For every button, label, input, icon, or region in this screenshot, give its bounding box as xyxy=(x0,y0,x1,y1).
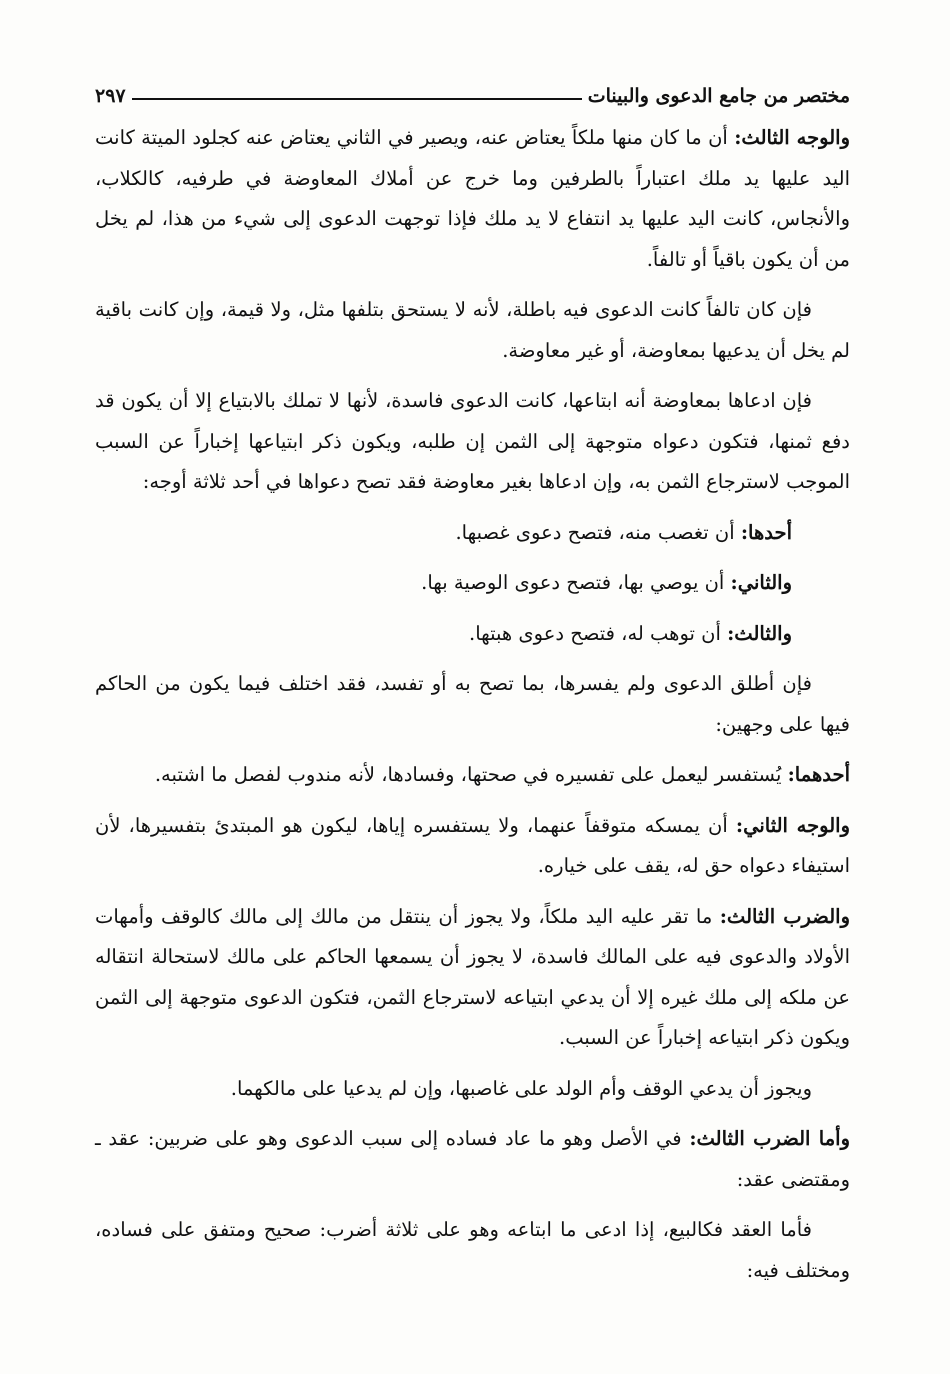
paragraph-text: ما تقر عليه اليد ملكاً، ولا يجوز أن ينتقل من مالك إلى مالك كالوقف وأمهات الأولاد والدعوى فيه على المالك فاسدة، لا يجوز أن يسمعها الحاكم على مالك لاستحالة انتقاله عن ملكه إلى ملك غيره إلا أن يدعي ابتياعه لاسترجاع الثمن، فتكون الدعوى متوجهة إلى الثمن ويكون ذكر ابتياعه إخباراً عن السبب. xyxy=(95,904,850,1049)
body-text xyxy=(95,118,850,1301)
paragraph-lead: أحدها: xyxy=(740,520,792,544)
list-item xyxy=(95,563,850,604)
paragraph-lead: أحدهما: xyxy=(787,763,850,786)
paragraph xyxy=(95,1210,850,1291)
paragraph-text: فإن أطلق الدعوى ولم يفسرها، بما تصح به أو تفسد، فقد اختلف فيما يكون من الحاكم فيها على وجهين: xyxy=(95,672,850,736)
paragraph-text: في الأصل وهو ما عاد فساده إلى سبب الدعوى وهو على ضربين: عقد ـ ومقتضى عقد: xyxy=(95,1127,850,1191)
paragraph xyxy=(95,118,850,280)
header-rule xyxy=(132,98,582,100)
paragraph-text: فإن ادعاها بمعاوضة أنه ابتاعها، كانت الدعوى فاسدة، لأنها لا تملك بالابتياع إلا أن يكون قد دفع ثمنها، فتكون دعواه متوجهة إلى الثمن إن طلبه، ويكون ذكر ابتياعها إخباراً عن السبب الموجب لاسترجاع الثمن به، وإن ادعاها بغير معاوضة فقد تصح دعواها في أحد ثلاثة أوجه: xyxy=(95,389,850,493)
paragraph-text: فإن كان تالفاً كانت الدعوى فيه باطلة، لأنه لا يستحق بتلفها مثل، ولا قيمة، وإن كانت باقية لم يخل أن يدعيها بمعاوضة، أو غير معاوضة. xyxy=(95,298,850,362)
paragraph-text: أن يمسكه متوقفاً عنهما، ولا يستفسره إياها، ليكون هو المبتدئ بتفسيرها، لأن استيفاء دعواه حق له، يقف على خياره. xyxy=(95,813,850,877)
list-item xyxy=(95,614,850,655)
paragraph xyxy=(95,1069,850,1110)
paragraph-text: أن توهب له، فتصح دعوى هبتها. xyxy=(469,621,728,645)
paragraph xyxy=(95,755,850,796)
paragraph-lead: والضرب الثالث: xyxy=(719,904,850,928)
paragraph-text: أن ما كان منها ملكاً يعتاض عنه، ويصير في الثاني يعتاض عنه كجلود الميتة كانت اليد عليها يد ملك اعتباراً بالطرفين وما خرج عن أملاك المعاوضة في طرفيه، كالكلاب، والأنجاس، كانت اليد عليها يد انتفاع لا يد ملك فإذا توجهت الدعوى إلى شيء من هذا، لم يخل من أن يكون باقياً أو تالفاً. xyxy=(95,126,850,271)
page-number: ٢٩٧ xyxy=(95,85,126,107)
paragraph xyxy=(95,897,850,1059)
paragraph-text: فأما العقد فكالبيع، إذا ادعى ما ابتاعه وهو على ثلاثة أضرب: صحيح ومتفق على فساده، ومختلف فيه: xyxy=(95,1218,850,1282)
paragraph-lead: والوجه الثالث: xyxy=(734,126,850,149)
paragraph-lead: والثالث: xyxy=(727,621,792,645)
paragraph-lead: وأما الضرب الثالث: xyxy=(689,1127,850,1150)
list-item xyxy=(95,513,850,554)
paragraph xyxy=(95,381,850,503)
paragraph-lead: والوجه الثاني: xyxy=(735,813,850,837)
header-title: مختصر من جامع الدعوى والبينات xyxy=(587,85,850,107)
paragraph-text: أن تغصب منه، فتصح دعوى غصبها. xyxy=(455,520,741,544)
paragraph xyxy=(95,290,850,371)
running-header xyxy=(95,70,850,110)
paragraph-text: يُستفسر ليعمل على تفسيره في صحتها، وفسادها، لأنه مندوب لفصل ما اشتبه. xyxy=(154,763,788,786)
paragraph xyxy=(95,664,850,745)
paragraph xyxy=(95,1119,850,1200)
paragraph-text: أن يوصي بها، فتصح دعوى الوصية بها. xyxy=(421,571,731,594)
paragraph xyxy=(95,806,850,887)
paragraph-lead: والثاني: xyxy=(730,571,792,594)
paragraph-text: ويجوز أن يدعي الوقف وأم الولد على غاصبها، وإن لم يدعيا على مالكهما. xyxy=(230,1076,812,1100)
